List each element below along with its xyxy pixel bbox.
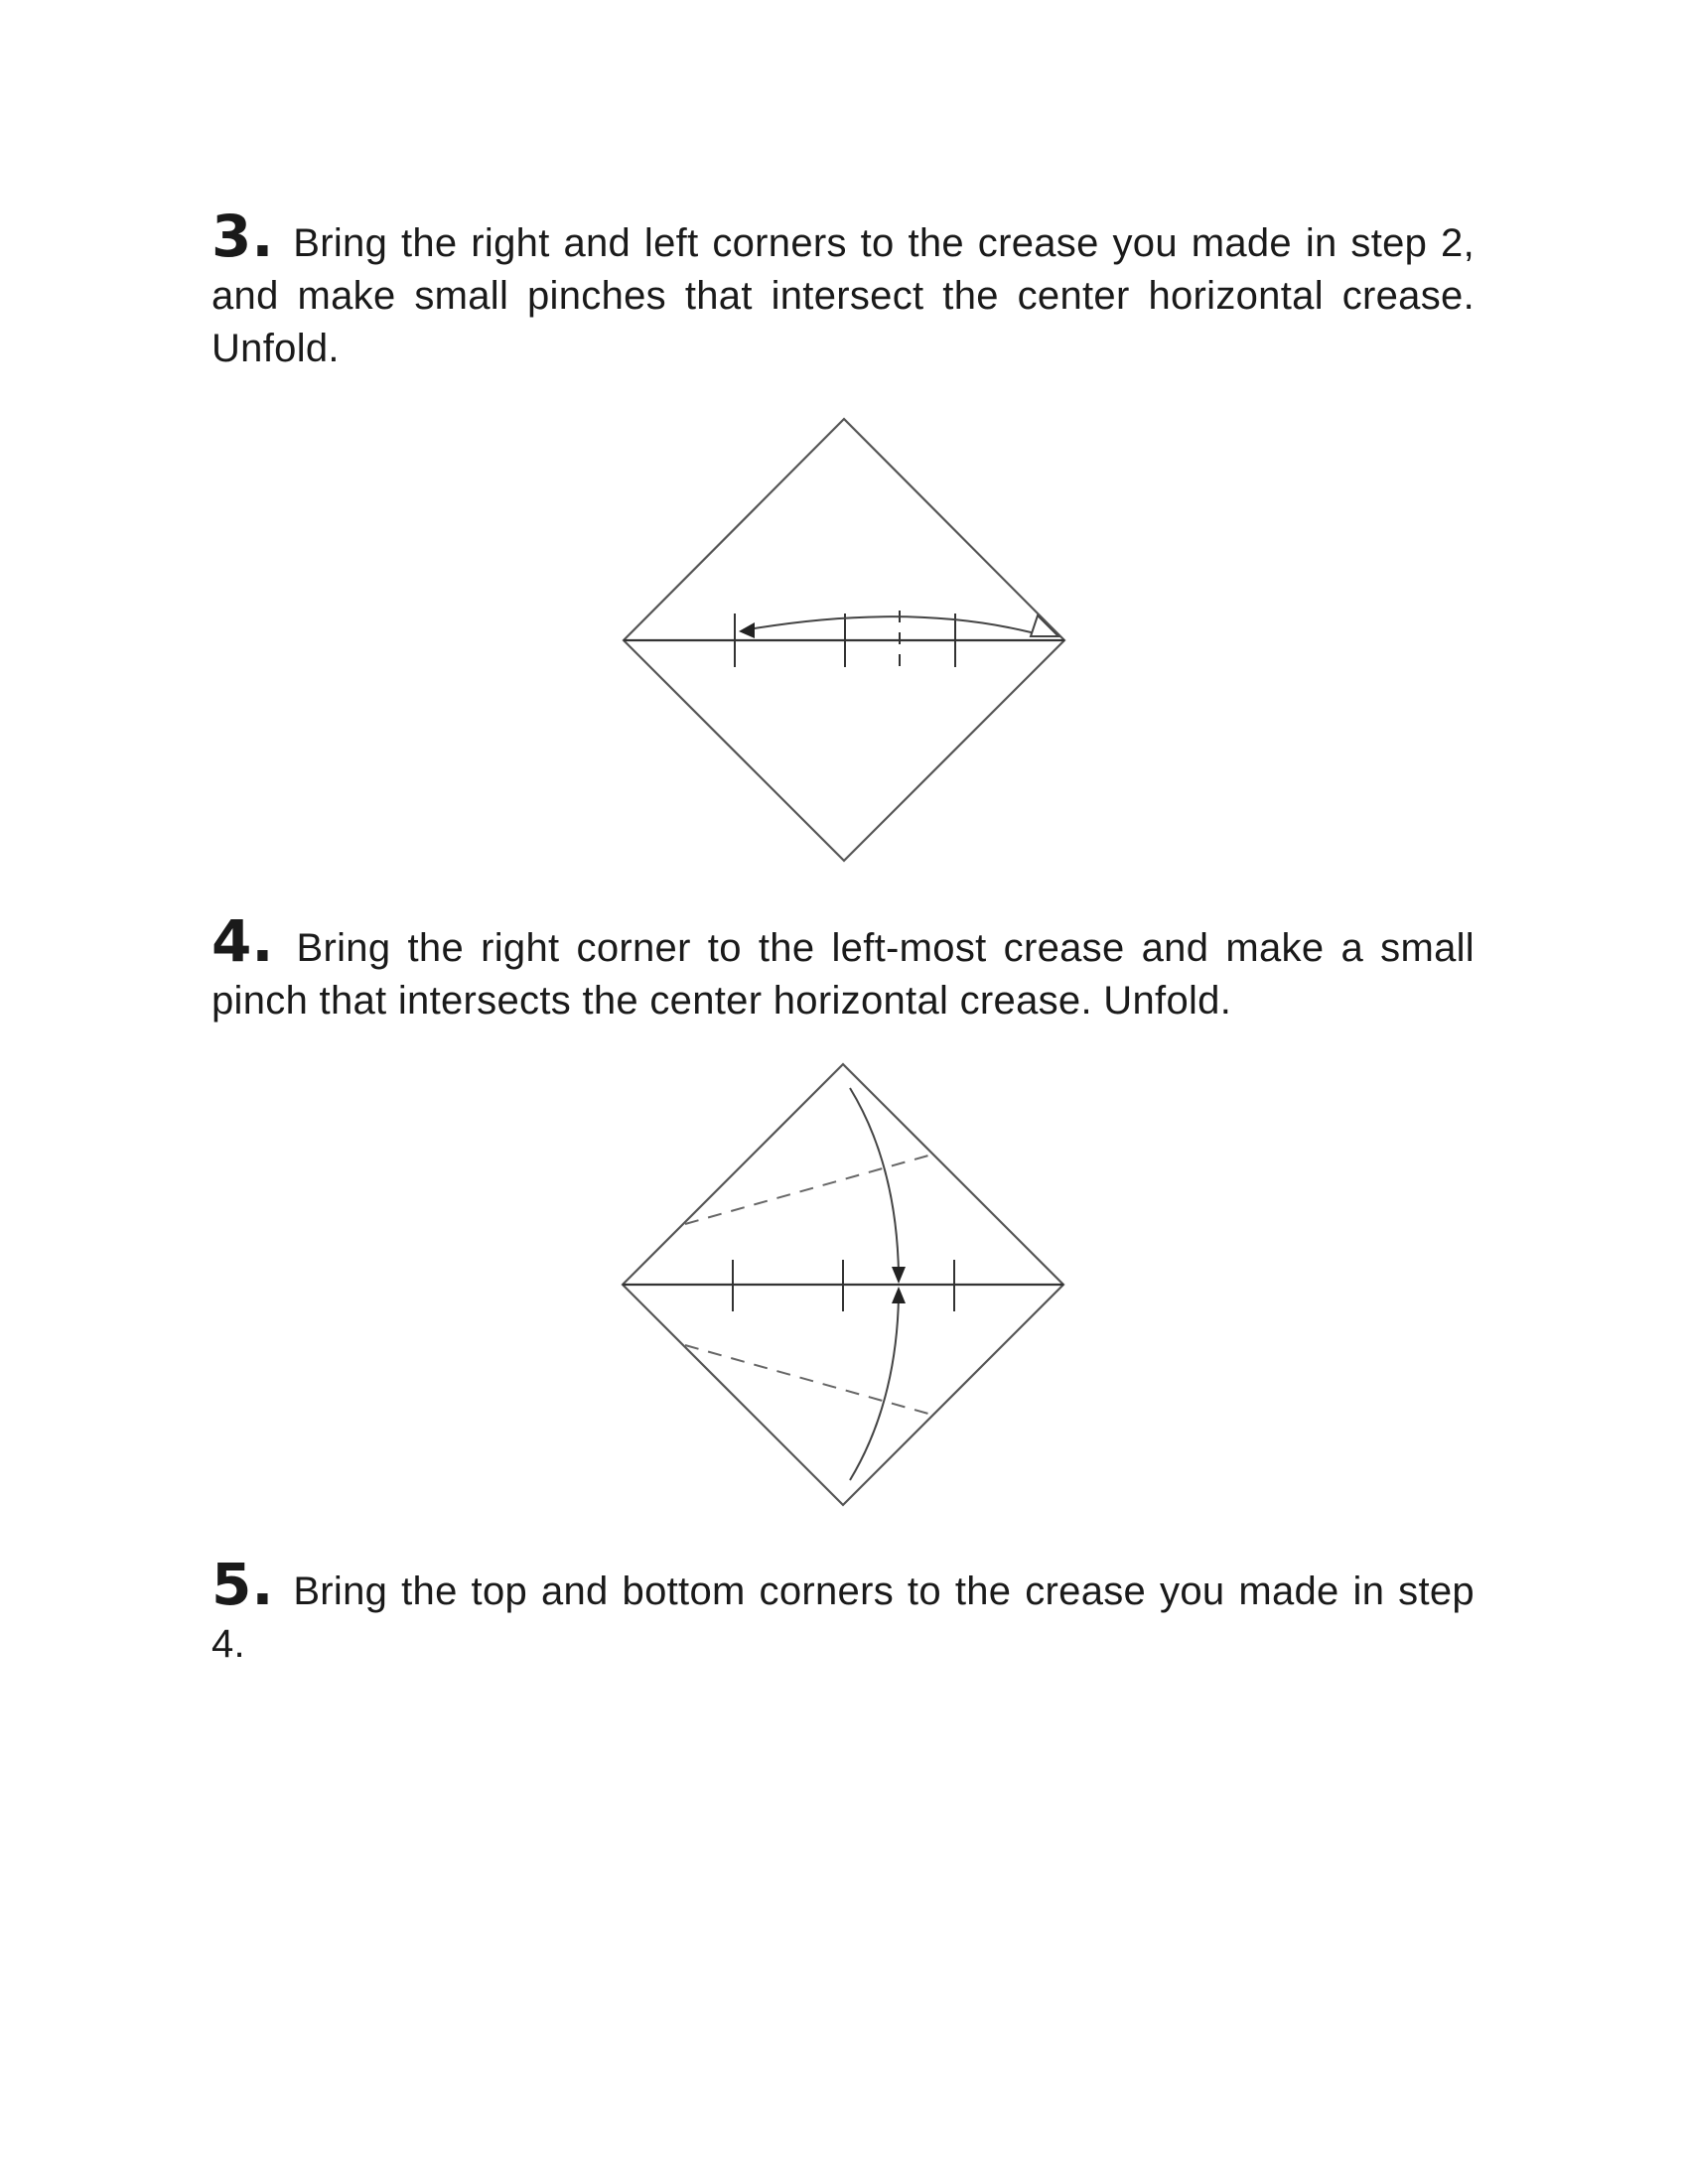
step-4-text: Bring the right corner to the left-most crease and make a small pinch that intersects the center horizontal crease. Unfold. xyxy=(211,926,1475,1023)
fold-arrow-lower xyxy=(850,1297,899,1480)
step-5-instruction xyxy=(211,1551,1475,1671)
step-4-diagram xyxy=(616,1055,1072,1512)
fold-arrow-upper xyxy=(850,1088,899,1274)
step-3-instruction xyxy=(211,203,1475,375)
fold-arrow-head-up xyxy=(892,1287,906,1303)
step-3-number: 3. xyxy=(211,203,274,270)
fold-guide-lower xyxy=(685,1345,935,1416)
step-4-number: 4. xyxy=(211,907,274,975)
fold-guide-upper xyxy=(685,1154,935,1224)
step-4-instruction xyxy=(211,907,1475,1027)
fold-arrow-head-down xyxy=(892,1267,906,1284)
step-3-text: Bring the right and left corners to the crease you made in step 2, and make small pinches that intersect the center horizontal crease. Unfold. xyxy=(211,221,1475,370)
step-3-diagram xyxy=(616,412,1072,869)
step-5-text: Bring the top and bottom corners to the crease you made in step 4. xyxy=(211,1570,1475,1666)
fold-arrow-curve xyxy=(743,616,1043,635)
fold-arrow-tail xyxy=(1031,615,1058,636)
fold-arrow-head xyxy=(739,622,755,638)
step-5-number: 5. xyxy=(211,1551,274,1618)
